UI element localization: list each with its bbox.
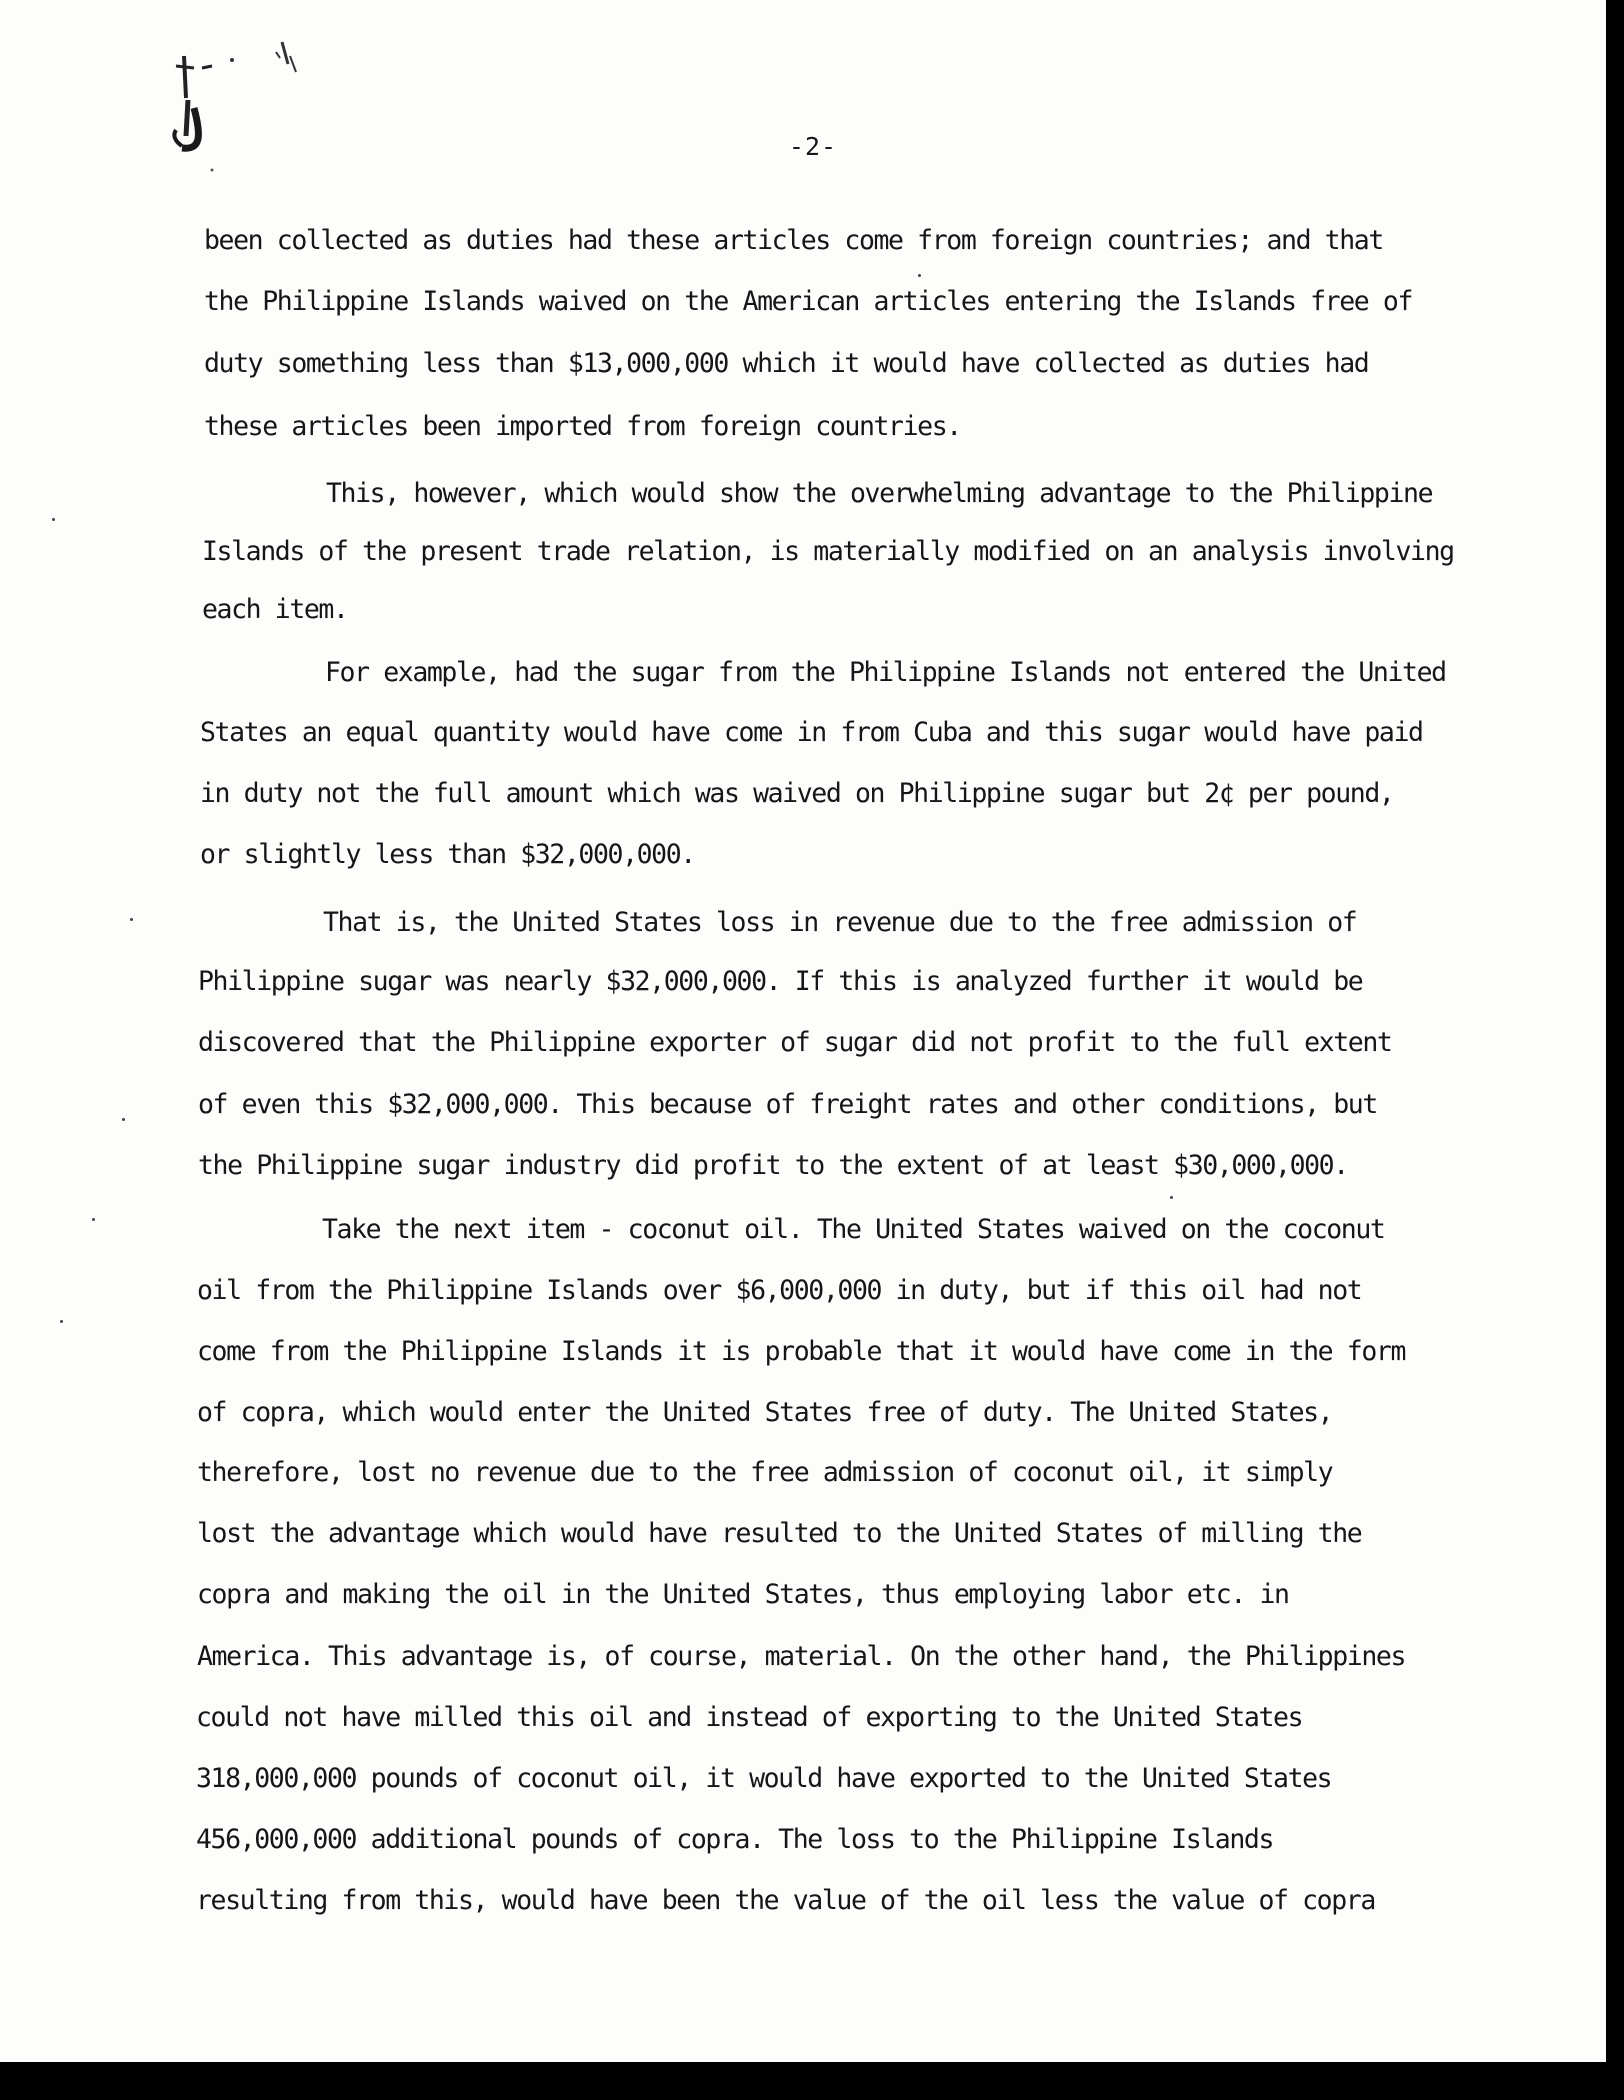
text-line: Philippine sugar was nearly $32,000,000. If this is analyzed further it would be [198, 966, 1363, 997]
text-line: Take the next item - coconut oil. The United States waived on the coconut [322, 1214, 1385, 1245]
text-line: 456,000,000 additional pounds of copra. The loss to the Philippine Islands [196, 1824, 1274, 1855]
paper-speck [122, 1118, 125, 1121]
paper-speck [52, 518, 55, 521]
paper-speck [918, 274, 921, 277]
text-line: each item. [202, 594, 348, 625]
text-line: resulting from this, would have been the value of the oil less the value of copra [196, 1885, 1375, 1916]
text-line: or slightly less than $32,000,000. [200, 839, 695, 870]
page-number: -2- [788, 132, 838, 161]
text-line: Islands of the present trade relation, is materially modified on an analysis involving [202, 536, 1454, 567]
text-line: of copra, which would enter the United States free of duty. The United States, [197, 1397, 1333, 1428]
text-line: America. This advantage is, of course, material. On the other hand, the Philippines [197, 1641, 1406, 1672]
text-line: duty something less than $13,000,000 which it would have collected as duties had [204, 348, 1369, 379]
text-line: discovered that the Philippine exporter of sugar did not profit to the full extent [198, 1027, 1392, 1058]
text-line: therefore, lost no revenue due to the free admission of coconut oil, it simply [197, 1457, 1333, 1488]
text-line: States an equal quantity would have come in from Cuba and this sugar would have paid [200, 717, 1423, 748]
text-line: lost the advantage which would have resulted to the United States of milling the [197, 1518, 1362, 1549]
text-line: been collected as duties had these articles come from foreign countries; and that [204, 225, 1383, 256]
paper-speck [130, 918, 133, 921]
text-line: oil from the Philippine Islands over $6,000,000 in duty, but if this oil had not [197, 1275, 1362, 1306]
text-line: could not have milled this oil and instead of exporting to the United States [196, 1702, 1303, 1733]
text-line: the Philippine sugar industry did profit to the extent of at least $30,000,000. [198, 1150, 1348, 1181]
paper-speck [60, 1320, 63, 1323]
text-line: come from the Philippine Islands it is probable that it would have come in the form [197, 1336, 1406, 1367]
text-line: That is, the United States loss in revenue due to the free admission of [323, 907, 1357, 938]
text-line: copra and making the oil in the United States, thus employing labor etc. in [197, 1579, 1289, 1610]
paper-speck [1170, 1196, 1173, 1199]
text-line: For example, had the sugar from the Philippine Islands not entered the United [325, 657, 1446, 688]
text-line: 318,000,000 pounds of coconut oil, it would have exported to the United States [196, 1763, 1332, 1794]
text-line: in duty not the full amount which was waived on Philippine sugar but 2¢ per pound, [200, 778, 1394, 809]
text-line: these articles been imported from foreign countries. [204, 411, 961, 442]
text-line: This, however, which would show the overwhelming advantage to the Philippine [326, 478, 1433, 509]
text-line: of even this $32,000,000. This because of freight rates and other conditions, but [198, 1089, 1377, 1120]
text-line: the Philippine Islands waived on the American articles entering the Islands free of [204, 286, 1413, 317]
handwritten-corner-mark [172, 38, 312, 188]
paper-speck [92, 1218, 95, 1221]
